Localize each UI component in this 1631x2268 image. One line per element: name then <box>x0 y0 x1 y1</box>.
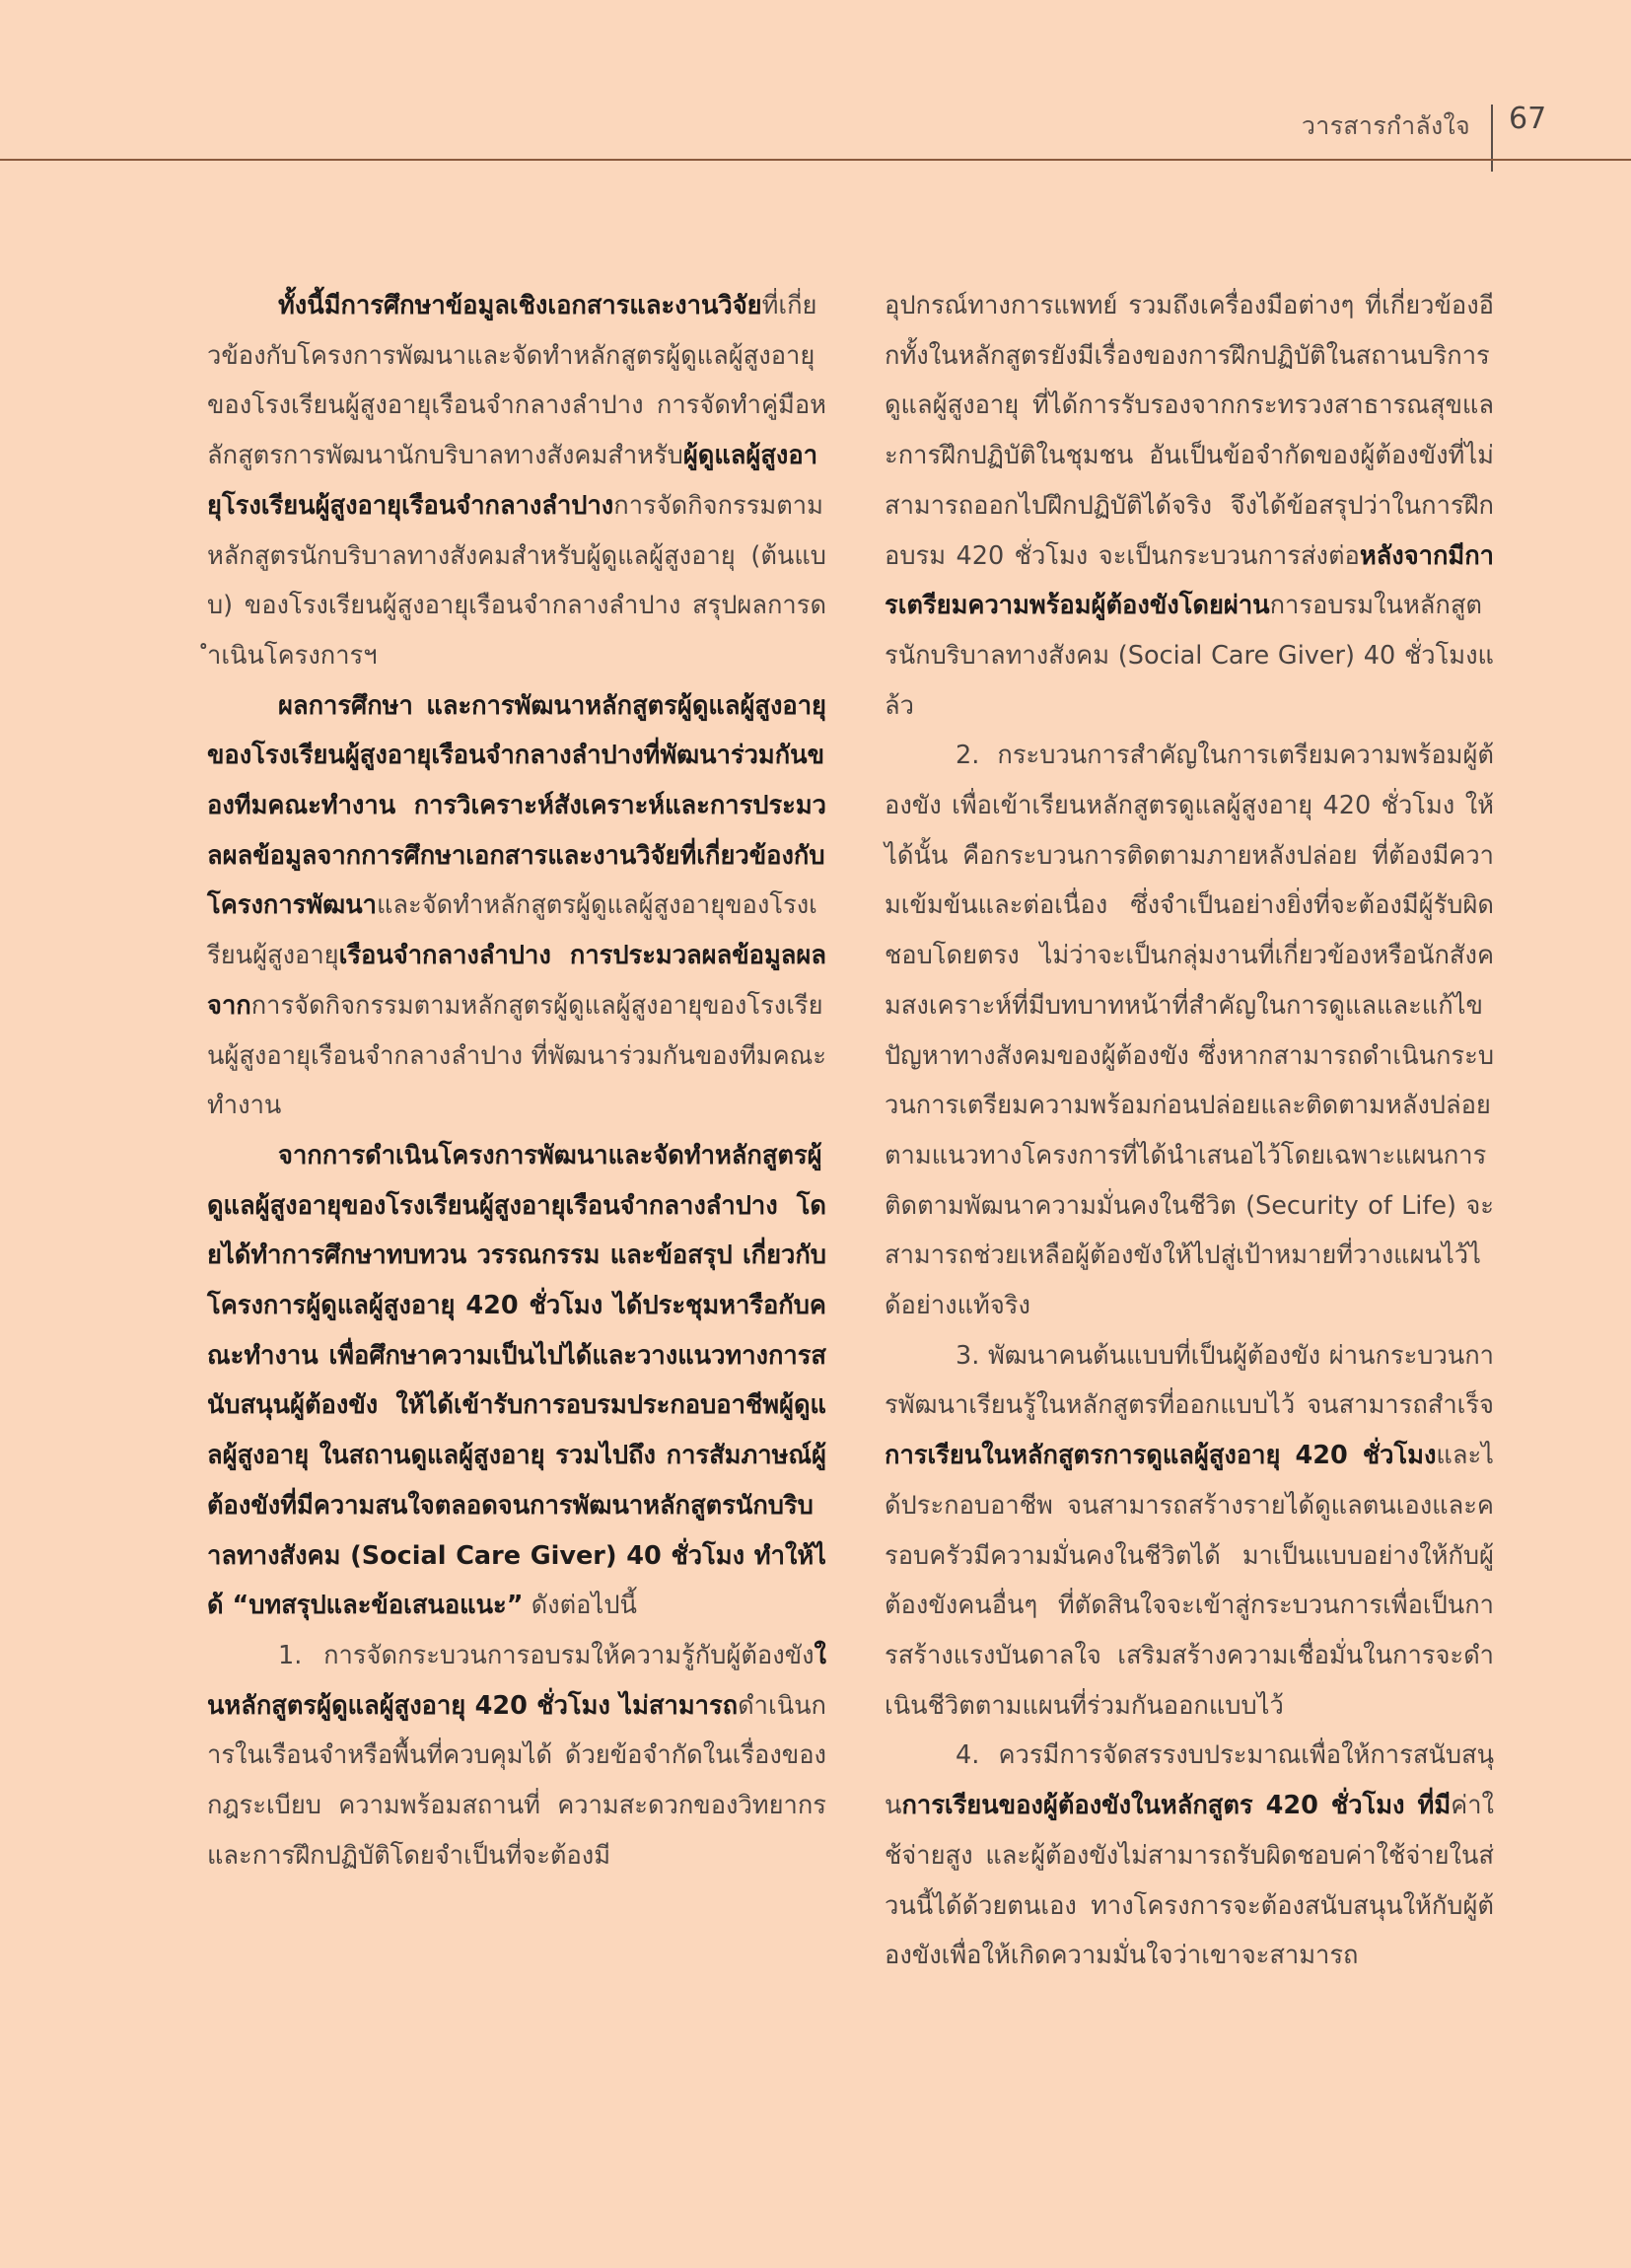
body-text: 4. ควรมีการจัดสรรงบประมาณเพื่อให้การสนับสนุน <box>885 1740 1494 1821</box>
header-separator <box>1491 105 1493 172</box>
body-text: 2. กระบวนการสำคัญในการเตรียมความพร้อมผู้ต้องขัง เพื่อเข้าเรียนหลักสูตรดูแลผู้สูงอายุ 420 ชั่วโมง ให้ได้นั้น คือกระบวนการติดตามภายหลังปล่อย ที่ต้องมีความเข้มข้นและต่อเนื่อง ซึ่งจำเป็นอย่างยิ่งที่จะต้องมีผู้รับผิดชอบโดยตรง ไม่ว่าจะเป็นกลุ่มงานที่เกี่ยวข้องหรือนักสังคมสงเคราะห์ที่มีบทบาทหน้าที่สำคัญในการดูแลและแก้ไขปัญหาทางสังคมของผู้ต้องขัง ซึ่งหากสามารถดำเนินกระบวนการเตรียมความพร้อมก่อนปล่อยและติดตามหลังปล่อยตามแนวทางโครงการที่ได้นำเสนอไว้โดยเฉพาะแผนการติดตามพัฒนาความมั่นคงในชีวิต (Security of Life) จะสามารถช่วยเหลือผู้ต้องขังให้ไปสู่เป้าหมายที่วางแผนไว้ได้อย่างแท้จริง <box>885 741 1494 1321</box>
body-text: อุปกรณ์ทางการแพทย์ รวมถึงเครื่องมือต่างๆ ที่เกี่ยวข้องอีกทั้งในหลักสูตรยังมีเรื่องของการฝึกปฏิบัติในสถานบริการดูแลผู้สูงอายุ ที่ได้การรับรองจากกระทรวงสาธารณสุขและการฝึกปฏิบัติในชุมชน อันเป็นข้อจำกัดของผู้ต้องขังที่ไม่สามารถออกไปฝึกปฏิบัติได้จริง จึงได้ข้อสรุปว่าในการฝึกอบรม 420 ชั่วโมง จะเป็นกระบวนการส่งต่อ <box>885 291 1494 571</box>
paragraph-item-3 <box>885 1331 1494 1732</box>
paragraph-item-1 <box>207 1631 826 1881</box>
body-text: และจัดทำหลักสูตรผู้ดูแลผู้สูงอายุของโรงเรียนผู้สูงอายุ <box>207 890 817 971</box>
body-text: ดำเนินการในเรือนจำหรือพื้นที่ควบคุมได้ ด้วยข้อจำกัดในเรื่องของกฎระเบียบ ความพร้อมสถานที่ ความสะดวกของวิทยากร และการฝึกปฏิบัติโดยจำเป็นที่จะต้องมี <box>207 1690 826 1871</box>
body-text: ที่เกี่ยวข้องกับโครงการพัฒนาและจัดทำหลักสูตรผู้ดูแลผู้สูงอายุของโรงเรียนผู้สูงอายุเรือนจำกลางลำปาง การจัดทำคู่มือหลักสูตรการพัฒนานักบริบาลทางสังคมสำหรับ <box>207 291 826 471</box>
right-column <box>885 281 1494 1981</box>
body-text: ดังต่อไปนี้ <box>523 1591 637 1621</box>
body-text: 1. การจัดกระบวนการอบรมให้ความรู้กับผู้ต้องขัง <box>278 1640 815 1670</box>
paragraph-study-results <box>207 681 826 1131</box>
bold-text: หลังจากมีการเตรียมความพร้อมผู้ต้องขังโดยผ่าน <box>885 540 1494 621</box>
paragraph-conclusion-intro <box>207 1131 826 1631</box>
paragraph-item-2 <box>885 731 1494 1330</box>
body-text: 3. พัฒนาคนต้นแบบที่เป็นผู้ต้องขัง ผ่านกระบวนการพัฒนาเรียนรู้ในหลักสูตรที่ออกแบบไว้ จนสามารถสำเร็จ <box>885 1340 1494 1421</box>
header-rule <box>0 159 1631 161</box>
paragraph-document-study <box>207 281 826 681</box>
bold-text: ทั้งนี้มีการศึกษาข้อมูลเชิงเอกสารและงานวิจัย <box>278 291 762 320</box>
bold-text: เรือนจำกลางลำปาง การประมวลผลข้อมูลผลจาก <box>207 941 826 1021</box>
left-column <box>207 281 826 1881</box>
paragraph-item-4 <box>885 1731 1494 1981</box>
body-text: การจัดกิจกรรมตามหลักสูตรนักบริบาลทางสังคมสำหรับผู้ดูแลผู้สูงอายุ (ต้นแบบ) ของโรงเรียนผู้สูงอายุเรือนจำกลางลำปาง สรุปผลการดำเนินโครงการฯ <box>207 490 826 671</box>
bold-text: ผลการศึกษา และการพัฒนาหลักสูตรผู้ดูแลผู้สูงอายุของโรงเรียนผู้สูงอายุเรือนจำกลางลำปางที่พัฒนาร่วมกันของทีมคณะทำงาน การวิเคราะห์สังเคราะห์และการประมวลผลข้อมูลจากการศึกษาเอกสารและงานวิจัยที่เกี่ยวข้องกับโครงการพัฒนา <box>207 690 826 921</box>
body-text: การจัดกิจกรรมตามหลักสูตรผู้ดูแลผู้สูงอายุของโรงเรียนผู้สูงอายุเรือนจำกลางลำปาง ที่พัฒนาร่วมกันของทีมคณะทำงาน <box>207 990 826 1121</box>
body-text: และได้ประกอบอาชีพ จนสามารถสร้างรายได้ดูแลตนเองและครอบครัวมีความมั่นคงในชีวิตได้ มาเป็นแบบอย่างให้กับผู้ต้องขังคนอื่นๆ ที่ตัดสินใจจะเข้าสู่กระบวนการเพื่อเป็นการสร้างแรงบันดาลใจ เสริมสร้างความเชื่อมั่นในการจะดำเนินชีวิตตามแผนที่ร่วมกันออกแบบไว้ <box>885 1441 1494 1721</box>
page-header <box>0 0 1631 161</box>
paragraph-item-1-continued <box>885 281 1494 731</box>
body-text: การอบรมในหลักสูตรนักบริบาลทางสังคม (Social Care Giver) 40 ชั่วโมงแล้ว <box>885 591 1494 721</box>
page-number: 67 <box>1509 102 1547 136</box>
bold-text: จากการดำเนินโครงการพัฒนาและจัดทำหลักสูตรผู้ดูแลผู้สูงอายุของโรงเรียนผู้สูงอายุเรือนจำกลางลำปาง โดยได้ทำการศึกษาทบทวน วรรณกรรม และข้อสรุป เกี่ยวกับโครงการผู้ดูแลผู้สูงอายุ 420 ชั่วโมง ได้ประชุมหารือกับคณะทำงาน เพื่อศึกษาความเป็นไปได้และวางแนวทางการสนับสนุนผู้ต้องขัง ให้ได้เข้ารับการอบรมประกอบอาชีพผู้ดูแลผู้สูงอายุ ในสถานดูแลผู้สูงอายุ รวมไปถึง การสัมภาษณ์ผู้ต้องขังที่มีความสนใจตลอดจนการพัฒนาหลักสูตรนักบริบาลทางสังคม (Social Care Giver) 40 ชั่วโมง ทำให้ได้ “บทสรุปและข้อเสนอแนะ” <box>207 1140 826 1621</box>
bold-text: การเรียนในหลักสูตรการดูแลผู้สูงอายุ 420 ชั่วโมง <box>885 1441 1437 1471</box>
journal-name: วารสารกำลังใจ <box>1301 111 1470 140</box>
bold-text: การเรียนของผู้ต้องขังในหลักสูตร 420 ชั่วโมง ที่มี <box>901 1791 1452 1821</box>
bold-text: ผู้ดูแลผู้สูงอายุโรงเรียนผู้สูงอายุเรือนจำกลางลำปาง <box>207 441 818 521</box>
bold-text: ในหลักสูตรผู้ดูแลผู้สูงอายุ 420 ชั่วโมง ไม่สามารถ <box>207 1640 826 1721</box>
body-text: ค่าใช้จ่ายสูง และผู้ต้องขังไม่สามารถรับผิดชอบค่าใช้จ่ายในส่วนนี้ได้ด้วยตนเอง ทางโครงการจะต้องสนับสนุนให้กับผู้ต้องขังเพื่อให้เกิดความมั่นใจว่าเขาจะสามารถ <box>885 1791 1494 1971</box>
